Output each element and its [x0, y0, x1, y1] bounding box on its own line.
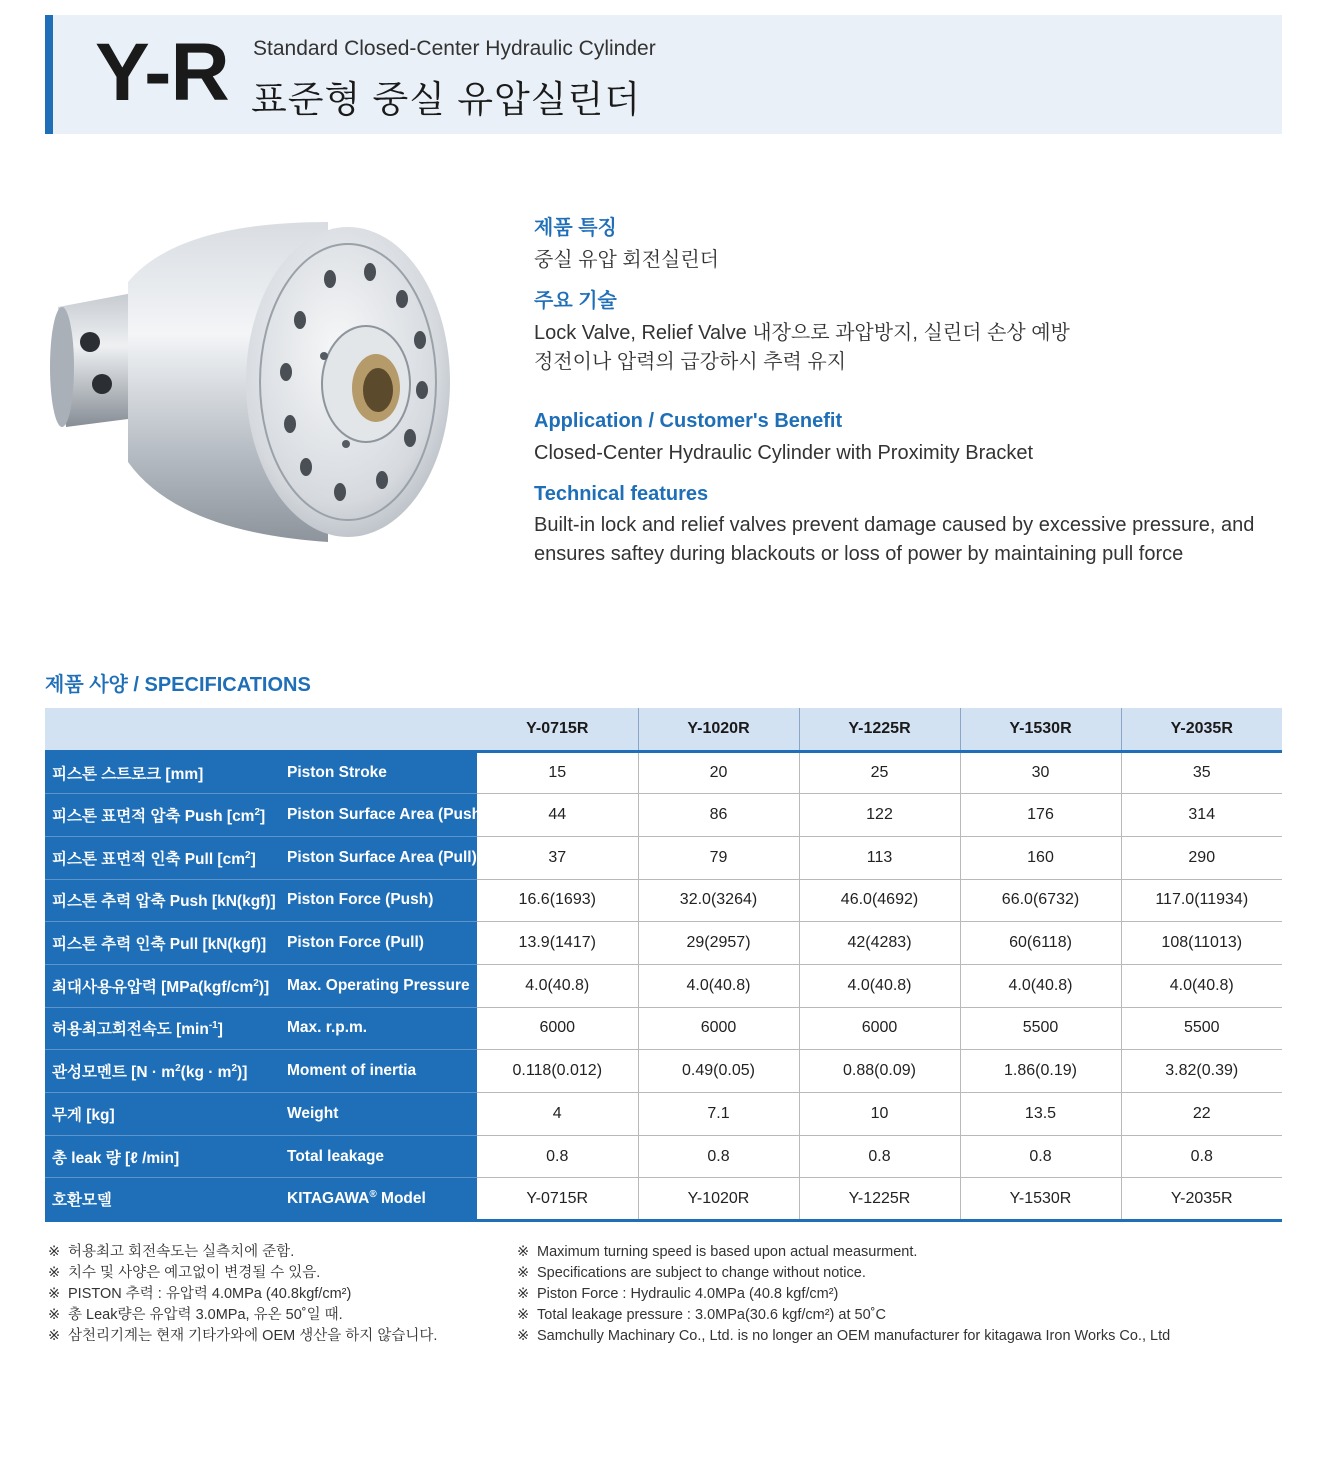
model-header: Y-1530R	[960, 708, 1121, 751]
model-header: Y-2035R	[1121, 708, 1282, 751]
feature-title-ko: 제품 특징	[534, 217, 617, 239]
table-cell: 4.0(40.8)	[960, 964, 1121, 1007]
row-label-en: Piston Surface Area (Pull)	[285, 836, 477, 879]
specifications-heading: 제품 사양 / SPECIFICATIONS	[45, 674, 311, 696]
table-cell: 35	[1121, 751, 1282, 794]
table-row	[45, 1135, 1282, 1178]
row-label-ko: 피스톤 표면적 압축 Push $[cm^2]$	[45, 794, 285, 837]
note-item: ※ Samchully Machinary Co., Ltd. is no longer an OEM manufacturer for kitagawa Iron Works Co., Ltd	[517, 1328, 1171, 1344]
table-row	[45, 1093, 1282, 1136]
row-label-en: Piston Force (Pull)	[285, 922, 477, 965]
table-cell: Y-1530R	[960, 1178, 1121, 1221]
row-label-ko: 피스톤 스트로크 [mm]	[45, 751, 285, 794]
row-label-en: Moment of inertia	[285, 1050, 477, 1093]
table-cell: 32.0(3264)	[638, 879, 799, 922]
row-label-en: Max. r.p.m.	[285, 1007, 477, 1050]
note-item: ※ Piston Force : Hydraulic 4.0MPa (40.8 kgf/cm²)	[517, 1286, 839, 1302]
table-cell: 66.0(6732)	[960, 879, 1121, 922]
table-cell: 0.8	[638, 1135, 799, 1178]
tech-text-ko-line1: Lock Valve, Relief Valve 내장으로 과압방지, 실린더 손상 예방	[534, 322, 1070, 344]
table-cell: 10	[799, 1093, 960, 1136]
header-blank	[285, 708, 477, 751]
table-cell: 4.0(40.8)	[799, 964, 960, 1007]
title-banner	[45, 15, 1282, 134]
row-label-ko: 총 leak 량 [ℓ /min]	[45, 1135, 285, 1178]
note-item: ※ Specifications are subject to change without notice.	[517, 1265, 866, 1281]
table-cell: 15	[477, 751, 638, 794]
note-item: ※ 총 Leak량은 유압력 3.0MPa, 유온 50˚일 때.	[48, 1307, 343, 1323]
application-title-en: Application / Customer's Benefit	[534, 410, 843, 432]
row-label-ko: 피스톤 표면적 인축 Pull $[cm^2]$	[45, 836, 285, 879]
table-header-row	[45, 708, 1282, 751]
row-label-ko: 허용최고회전속도 $[\min^{-1}]$	[45, 1007, 285, 1050]
table-cell: 4.0(40.8)	[477, 964, 638, 1007]
port-hole-bottom	[92, 374, 112, 394]
table-row	[45, 1050, 1282, 1093]
table-row	[45, 964, 1282, 1007]
subtitle-english: Standard Closed-Center Hydraulic Cylinder	[253, 37, 656, 60]
table-cell: 122	[799, 794, 960, 837]
table-row	[45, 836, 1282, 879]
bore-center	[363, 368, 393, 412]
rear-shaft-end	[50, 307, 74, 427]
row-label-ko: 피스톤 추력 압축 Push [kN(kgf)]	[45, 879, 285, 922]
subtitle-korean: 표준형 중실 유압실린더	[251, 79, 641, 120]
table-cell: 60(6118)	[960, 922, 1121, 965]
port-hole-top	[80, 332, 100, 352]
table-row	[45, 879, 1282, 922]
table-row	[45, 751, 1282, 794]
row-label-ko: 피스톤 추력 인축 Pull [kN(kgf)]	[45, 922, 285, 965]
row-label-ko: 최대사용유압력 $[MPa(kgf/cm^2)]$	[45, 964, 285, 1007]
row-label-ko: 무게 [kg]	[45, 1093, 285, 1136]
table-cell: 0.118(0.012)	[477, 1050, 638, 1093]
application-text-en: Closed-Center Hydraulic Cylinder with Proximity Bracket	[534, 442, 1034, 464]
table-cell: 16.6(1693)	[477, 879, 638, 922]
table-cell: Y-2035R	[1121, 1178, 1282, 1221]
table-cell: 0.49(0.05)	[638, 1050, 799, 1093]
table-cell: 30	[960, 751, 1121, 794]
table-cell: 3.82(0.39)	[1121, 1050, 1282, 1093]
table-cell: 4.0(40.8)	[638, 964, 799, 1007]
model-header: Y-1225R	[799, 708, 960, 751]
table-cell: 25	[799, 751, 960, 794]
model-code: Y-R	[95, 27, 229, 118]
table-cell: 22	[1121, 1093, 1282, 1136]
note-item: ※ 삼천리기계는 현재 기타가와에 OEM 생산을 하지 않습니다.	[48, 1328, 438, 1344]
note-item: ※ 허용최고 회전속도는 실측치에 준함.	[48, 1244, 295, 1260]
row-label-en: Total leakage	[285, 1135, 477, 1178]
row-label-en: Weight	[285, 1093, 477, 1136]
tech-text-en-line1: Built-in lock and relief valves prevent damage caused by excessive pressure, and	[534, 514, 1255, 536]
product-image	[48, 212, 468, 542]
table-cell: Y-1225R	[799, 1178, 960, 1221]
table-cell: 0.8	[960, 1135, 1121, 1178]
table-cell: 117.0(11934)	[1121, 879, 1282, 922]
feature-text-ko: 중실 유압 회전실린더	[534, 249, 719, 271]
row-label-en: Max. Operating Pressure	[285, 964, 477, 1007]
table-cell: 6000	[638, 1007, 799, 1050]
table-cell: 13.9(1417)	[477, 922, 638, 965]
table-cell: 37	[477, 836, 638, 879]
table-cell: 0.8	[477, 1135, 638, 1178]
tech-text-ko-line2: 정전이나 압력의 급강하시 추력 유지	[534, 351, 847, 373]
table-cell: 79	[638, 836, 799, 879]
table-cell: 4	[477, 1093, 638, 1136]
table-cell: 0.88(0.09)	[799, 1050, 960, 1093]
table-cell: 314	[1121, 794, 1282, 837]
row-label-ko: 관성모멘트 $[N \cdot m^2(kg \cdot m^2)]$	[45, 1050, 285, 1093]
header-blank	[45, 708, 285, 751]
table-cell: 5500	[1121, 1007, 1282, 1050]
table-cell: 1.86(0.19)	[960, 1050, 1121, 1093]
model-header: Y-1020R	[638, 708, 799, 751]
table-cell: 29(2957)	[638, 922, 799, 965]
table-cell: 108(11013)	[1121, 922, 1282, 965]
table-cell: 13.5	[960, 1093, 1121, 1136]
table-cell: 6000	[477, 1007, 638, 1050]
row-label-en: Piston Force (Push)	[285, 879, 477, 922]
row-label-en: KITAGAWA® Model	[285, 1178, 477, 1221]
row-label-en: Piston Surface Area (Push)	[285, 794, 477, 837]
table-row	[45, 1178, 1282, 1221]
table-cell: 176	[960, 794, 1121, 837]
table-cell: 113	[799, 836, 960, 879]
table-cell: 5500	[960, 1007, 1121, 1050]
tech-text-en-line2: ensures saftey during blackouts or loss of power by maintaining pull force	[534, 543, 1184, 565]
table-cell: 6000	[799, 1007, 960, 1050]
tech-title-ko: 주요 기술	[534, 290, 617, 312]
table-cell: Y-1020R	[638, 1178, 799, 1221]
note-item: ※ PISTON 추력 : 유압력 4.0MPa (40.8kgf/cm²)	[48, 1286, 352, 1302]
table-cell: 42(4283)	[799, 922, 960, 965]
notes-english	[517, 1242, 1277, 1347]
note-item: ※ Total leakage pressure : 3.0MPa(30.6 kgf/cm²) at 50˚C	[517, 1307, 886, 1323]
note-item: ※ 치수 및 사양은 예고없이 변경될 수 있음.	[48, 1265, 321, 1281]
table-cell: 7.1	[638, 1093, 799, 1136]
table-row	[45, 794, 1282, 837]
table-cell: Y-0715R	[526, 1189, 589, 1207]
table-cell: 290	[1121, 836, 1282, 879]
table-row	[45, 922, 1282, 965]
table-cell: 44	[477, 794, 638, 837]
specifications-table	[45, 708, 1282, 1222]
table-cell: 4.0(40.8)	[1121, 964, 1282, 1007]
table-cell: 0.8	[799, 1135, 960, 1178]
row-label-ko: 호환모델	[45, 1178, 285, 1221]
table-cell: 0.8	[1121, 1135, 1282, 1178]
pin-hole-top	[320, 352, 328, 360]
table-cell: 46.0(4692)	[799, 879, 960, 922]
table-cell: 20	[638, 751, 799, 794]
table-row	[45, 1007, 1282, 1050]
pin-hole-bottom	[342, 440, 350, 448]
row-label-en: Piston Stroke	[285, 751, 477, 794]
model-header: Y-0715R	[477, 708, 638, 751]
table-cell: 160	[960, 836, 1121, 879]
note-item: ※ Maximum turning speed is based upon actual measurment.	[517, 1244, 918, 1260]
table-cell: 86	[638, 794, 799, 837]
tech-title-en: Technical features	[534, 483, 709, 505]
notes-korean	[48, 1242, 498, 1347]
